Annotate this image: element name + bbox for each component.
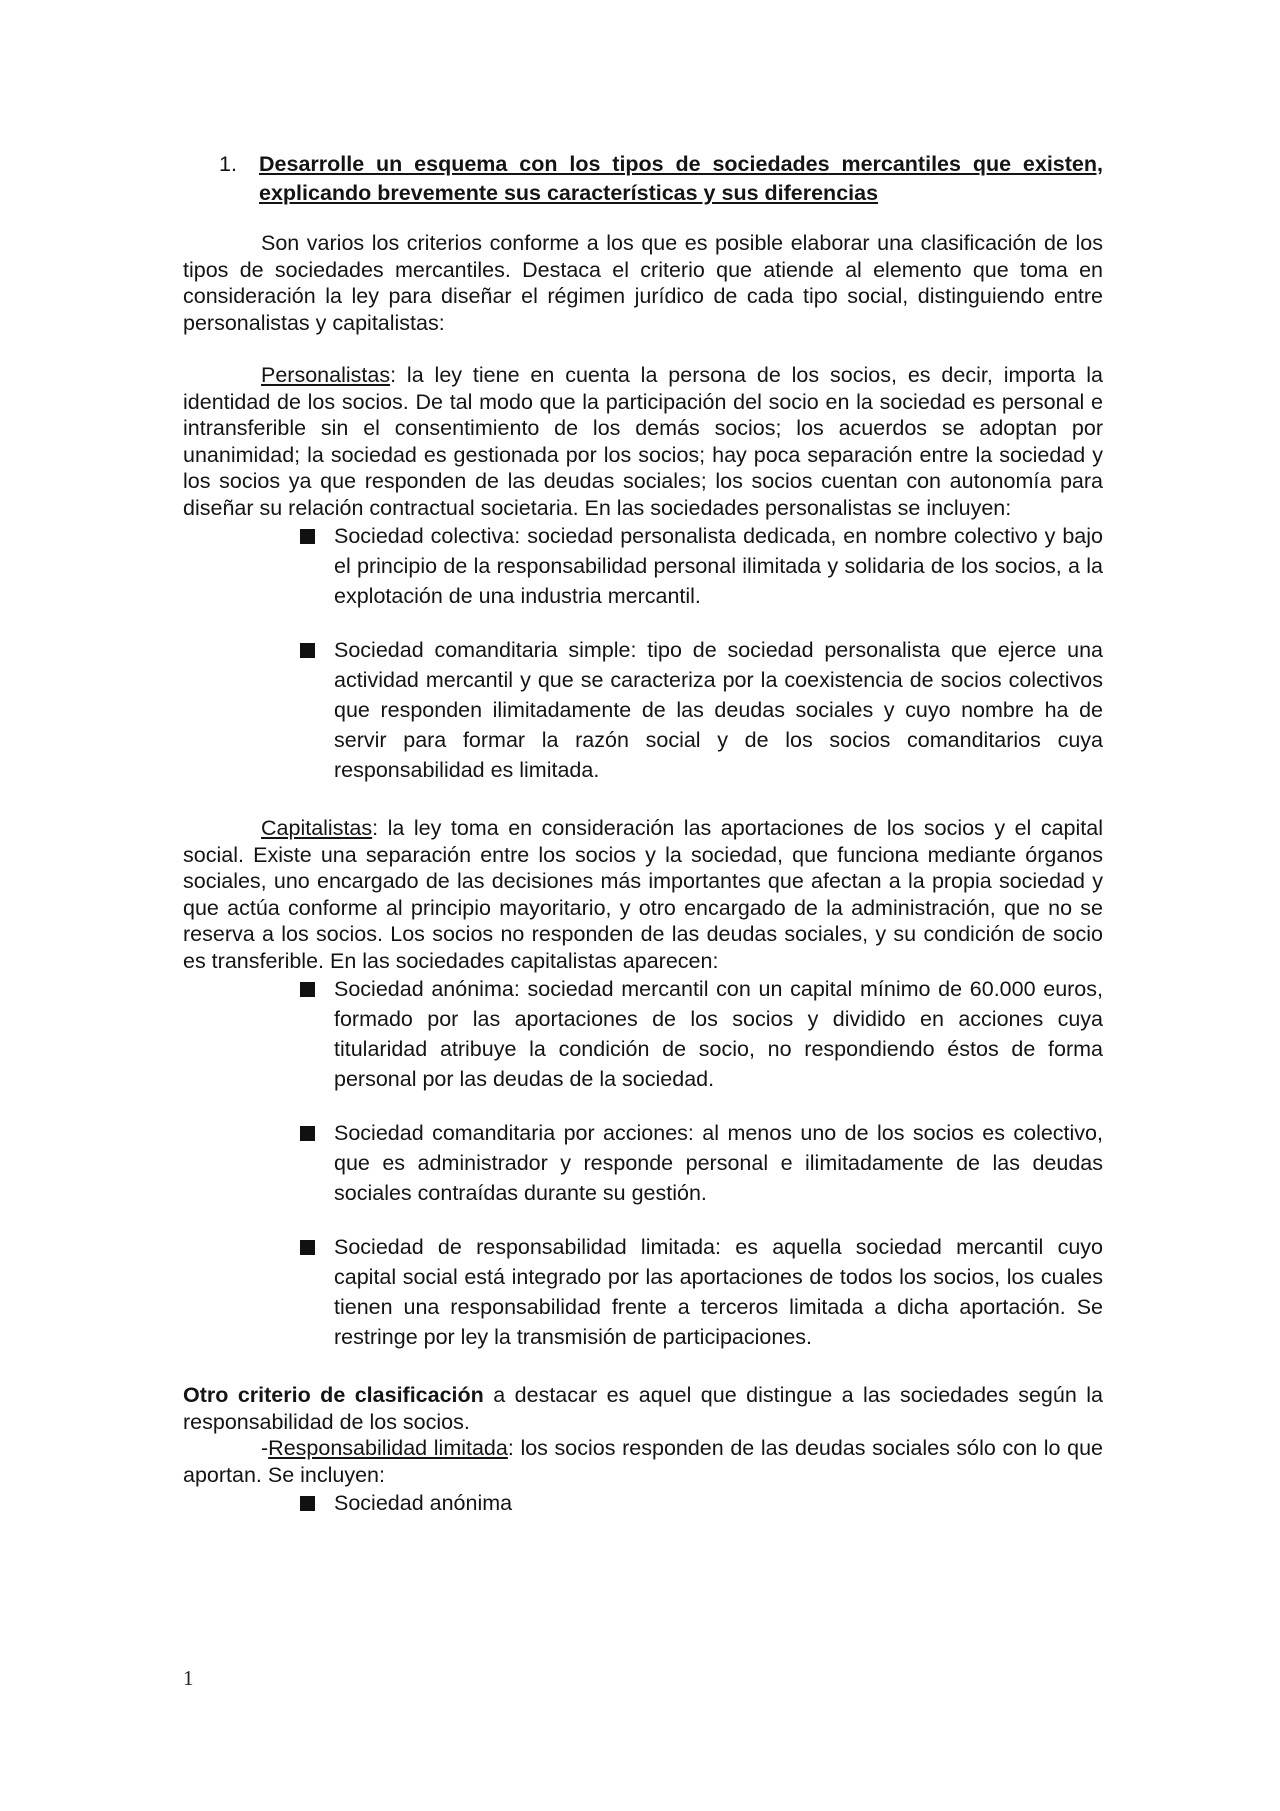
question-heading bbox=[183, 150, 1103, 208]
responsabilidad-limitada-list bbox=[183, 1488, 1103, 1518]
square-bullet-icon bbox=[298, 1488, 334, 1518]
list-item bbox=[298, 521, 1103, 611]
responsabilidad-limitada-term: Responsabilidad limitada bbox=[268, 1436, 508, 1460]
capitalistas-term: Capitalistas bbox=[261, 816, 373, 840]
list-item-text: Sociedad anónima: sociedad mercantil con un capital mínimo de 60.000 euros, formado por las aportaciones de los socios y dividido en acciones cuya titularidad atribuye la condición de socio, no respondiendo éstos de forma personal por las deudas de la sociedad. bbox=[334, 977, 1103, 1091]
otro-criterio-bold: Otro criterio de clasificación bbox=[183, 1383, 484, 1407]
responsabilidad-prefix: - bbox=[261, 1436, 269, 1460]
square-bullet-icon bbox=[298, 1232, 334, 1352]
square-bullet-icon bbox=[298, 1118, 334, 1208]
list-item bbox=[298, 1232, 1103, 1352]
capitalistas-paragraph bbox=[183, 815, 1103, 974]
list-item-text: Sociedad colectiva: sociedad personalista dedicada, en nombre colectivo y bajo el principio de la responsabilidad personal ilimitada y solidaria de los socios, a la explotación de una industria mercantil. bbox=[334, 524, 1103, 608]
personalistas-term: Personalistas bbox=[261, 363, 391, 387]
square-bullet-icon bbox=[298, 521, 334, 611]
page-number: 1 bbox=[183, 1666, 194, 1690]
document-body bbox=[183, 150, 1103, 1542]
list-item-text: Sociedad comanditaria por acciones: al menos uno de los socios es colectivo, que es administrador y responde personal e ilimitadamente de las deudas sociales contraídas durante su gestión. bbox=[334, 1121, 1103, 1205]
personalistas-paragraph bbox=[183, 362, 1103, 521]
list-item-text: Sociedad de responsabilidad limitada: es aquella sociedad mercantil cuyo capital social está integrado por las aportaciones de todos los socios, los cuales tienen una responsabilidad frente a terceros limitada a dicha aportación. Se restringe por ley la transmisión de participaciones. bbox=[334, 1235, 1103, 1349]
list-item bbox=[298, 1118, 1103, 1208]
capitalistas-text: : la ley toma en consideración las aportaciones de los socios y el capital social. Existe una separación entre los socios y la sociedad, que funciona mediante órganos sociales, uno encargado de las decisiones más importantes que afectan a la propia sociedad y que actúa conforme al principio mayoritario, y otro encargado de la administración, que no se reserva a los socios. Los socios no responden de las deudas sociales, y su condición de socio es transferible. En las sociedades capitalistas aparecen: bbox=[183, 816, 1103, 973]
responsabilidad-limitada-paragraph bbox=[183, 1435, 1103, 1488]
intro-paragraph: Son varios los criterios conforme a los que es posible elaborar una clasificación de los tipos de sociedades mercantiles. Destaca el criterio que atiende al elemento que toma en consideración la ley para diseñar el régimen jurídico de cada tipo social, distinguiendo entre personalistas y capitalistas: bbox=[183, 231, 1103, 335]
heading-number: 1. bbox=[219, 152, 237, 176]
otro-criterio-paragraph bbox=[183, 1382, 1103, 1435]
list-item bbox=[298, 1488, 1103, 1518]
responsabilidad-limitada-text: : los socios responden de las deudas sociales sólo con lo que aportan. Se incluyen: bbox=[183, 1436, 1104, 1487]
list-item bbox=[298, 635, 1103, 785]
personalistas-list bbox=[183, 521, 1103, 785]
list-item-text: Sociedad comanditaria simple: tipo de sociedad personalista que ejerce una actividad mercantil y que se caracteriza por la coexistencia de socios colectivos que responden ilimitadamente de las deudas sociales y cuyo nombre ha de servir para formar la razón social y de los socios comanditarios cuya responsabilidad es limitada. bbox=[334, 638, 1103, 782]
otro-criterio-text: a destacar es aquel que distingue a las sociedades según la responsabilidad de los socios. bbox=[183, 1383, 1103, 1434]
list-item bbox=[298, 974, 1103, 1094]
capitalistas-list bbox=[183, 974, 1103, 1352]
list-item-text: Sociedad anónima bbox=[334, 1491, 513, 1515]
square-bullet-icon bbox=[298, 974, 334, 1094]
heading-text: Desarrolle un esquema con los tipos de sociedades mercantiles que existen, explicando brevemente sus características y sus diferencias bbox=[259, 152, 1103, 205]
personalistas-text: : la ley tiene en cuenta la persona de los socios, es decir, importa la identidad de los socios. De tal modo que la participación del socio en la sociedad es personal e intransferible sin el consentimiento de los demás socios; los acuerdos se adoptan por unanimidad; la sociedad es gestionada por los socios; hay poca separación entre la sociedad y los socios ya que responden de las deudas sociales; los socios cuentan con autonomía para diseñar su relación contractual societaria. En las sociedades personalistas se incluyen: bbox=[183, 363, 1103, 520]
square-bullet-icon bbox=[298, 635, 334, 785]
